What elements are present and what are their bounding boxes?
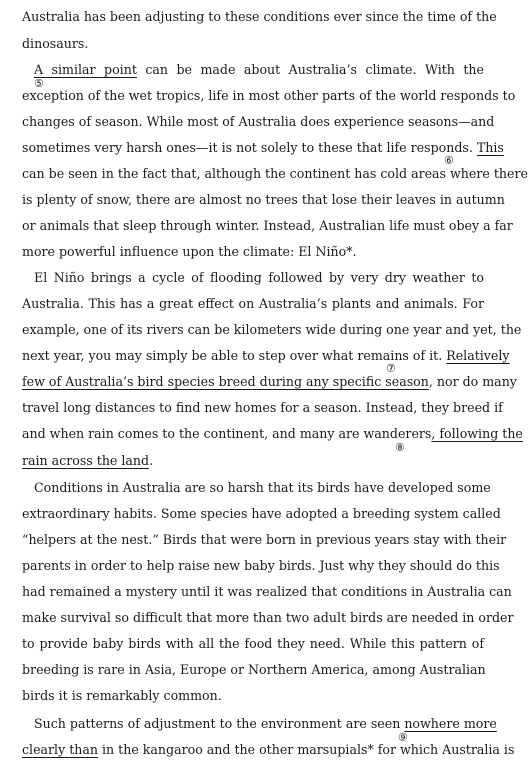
text-line: had remained a mystery until it was realized that conditions in Australia can — [22, 584, 512, 599]
text-line: sometimes very harsh ones—it is not solely to these that life responds. This — [22, 140, 504, 155]
text-line: Conditions in Australia are so harsh that its birds have developed some — [34, 480, 491, 495]
marker-8: ⑧ — [395, 441, 405, 454]
text-line: A similar point can be made about Australia’s climate. With the — [34, 62, 484, 77]
marker-7: ⑦ — [386, 362, 396, 375]
text-line: Australia. This has a great effect on Australia’s plants and animals. For — [22, 296, 484, 311]
text-line: travel long distances to find new homes for a season. Instead, they breed if — [22, 400, 503, 415]
marker-5: ⑤ — [34, 77, 44, 90]
text-line: exception of the wet tropics, life in most other parts of the world responds to — [22, 88, 516, 103]
text-line: few of Australia’s bird species breed during any specific season, nor do many — [22, 374, 517, 389]
text-line: birds it is remarkably common. — [22, 688, 222, 703]
text-line: dinosaurs. — [22, 36, 89, 51]
text-line: next year, you may simply be able to step over what remains of it. Relatively — [22, 348, 510, 363]
marker-9: ⑨ — [398, 731, 408, 744]
underlined-phrase-9-cont: clearly than — [22, 742, 98, 757]
underlined-phrase-6: This — [476, 140, 504, 155]
text-line: more powerful influence upon the climate: El Niño*. — [22, 244, 357, 259]
text-line: and when rain comes to the continent, and many are wanderers, following the — [22, 426, 523, 441]
text-line: changes of season. While most of Australia does experience seasons—and — [22, 114, 495, 129]
text-line: rain across the land. — [22, 453, 154, 468]
text-line: example, one of its rivers can be kilometers wide during one year and yet, the — [22, 322, 522, 337]
text-line: Australia has been adjusting to these conditions ever since the time of the — [22, 9, 497, 24]
underlined-phrase-8: , following the — [431, 426, 523, 441]
underlined-phrase-9: nowhere more — [404, 716, 497, 731]
underlined-phrase-5: A similar point — [34, 62, 137, 77]
text-line: extraordinary habits. Some species have adopted a breeding system called — [22, 506, 501, 521]
marker-6: ⑥ — [444, 154, 454, 167]
text-line: make survival so difficult that more than two adult birds are needed in order — [22, 610, 514, 625]
underlined-phrase-8-cont: rain across the land — [22, 453, 150, 468]
text-line: clearly than in the kangaroo and the other marsupials* for which Australia is — [22, 742, 515, 757]
text-line: is plenty of snow, there are almost no trees that lose their leaves in autumn — [22, 192, 505, 207]
text-line: parents in order to help raise new baby birds. Just why they should do this — [22, 558, 500, 573]
text-line: Such patterns of adjustment to the environment are seen nowhere more — [34, 716, 497, 731]
text-line: can be seen in the fact that, although the continent has cold areas where there — [22, 166, 528, 181]
text-line: or animals that sleep through winter. Instead, Australian life must obey a far — [22, 218, 513, 233]
underlined-phrase-7: Relatively — [446, 348, 510, 363]
text-line: breeding is rare in Asia, Europe or Northern America, among Australian — [22, 662, 486, 677]
text-line: to provide baby birds with all the food they need. While this pattern of — [22, 636, 484, 651]
text-line: “helpers at the nest.” Birds that were born in previous years stay with their — [22, 532, 507, 547]
text-line: El Niño brings a cycle of flooding followed by very dry weather to — [34, 270, 484, 285]
underlined-phrase-7-cont: few of Australia’s bird species breed during any specific season — [22, 374, 429, 389]
